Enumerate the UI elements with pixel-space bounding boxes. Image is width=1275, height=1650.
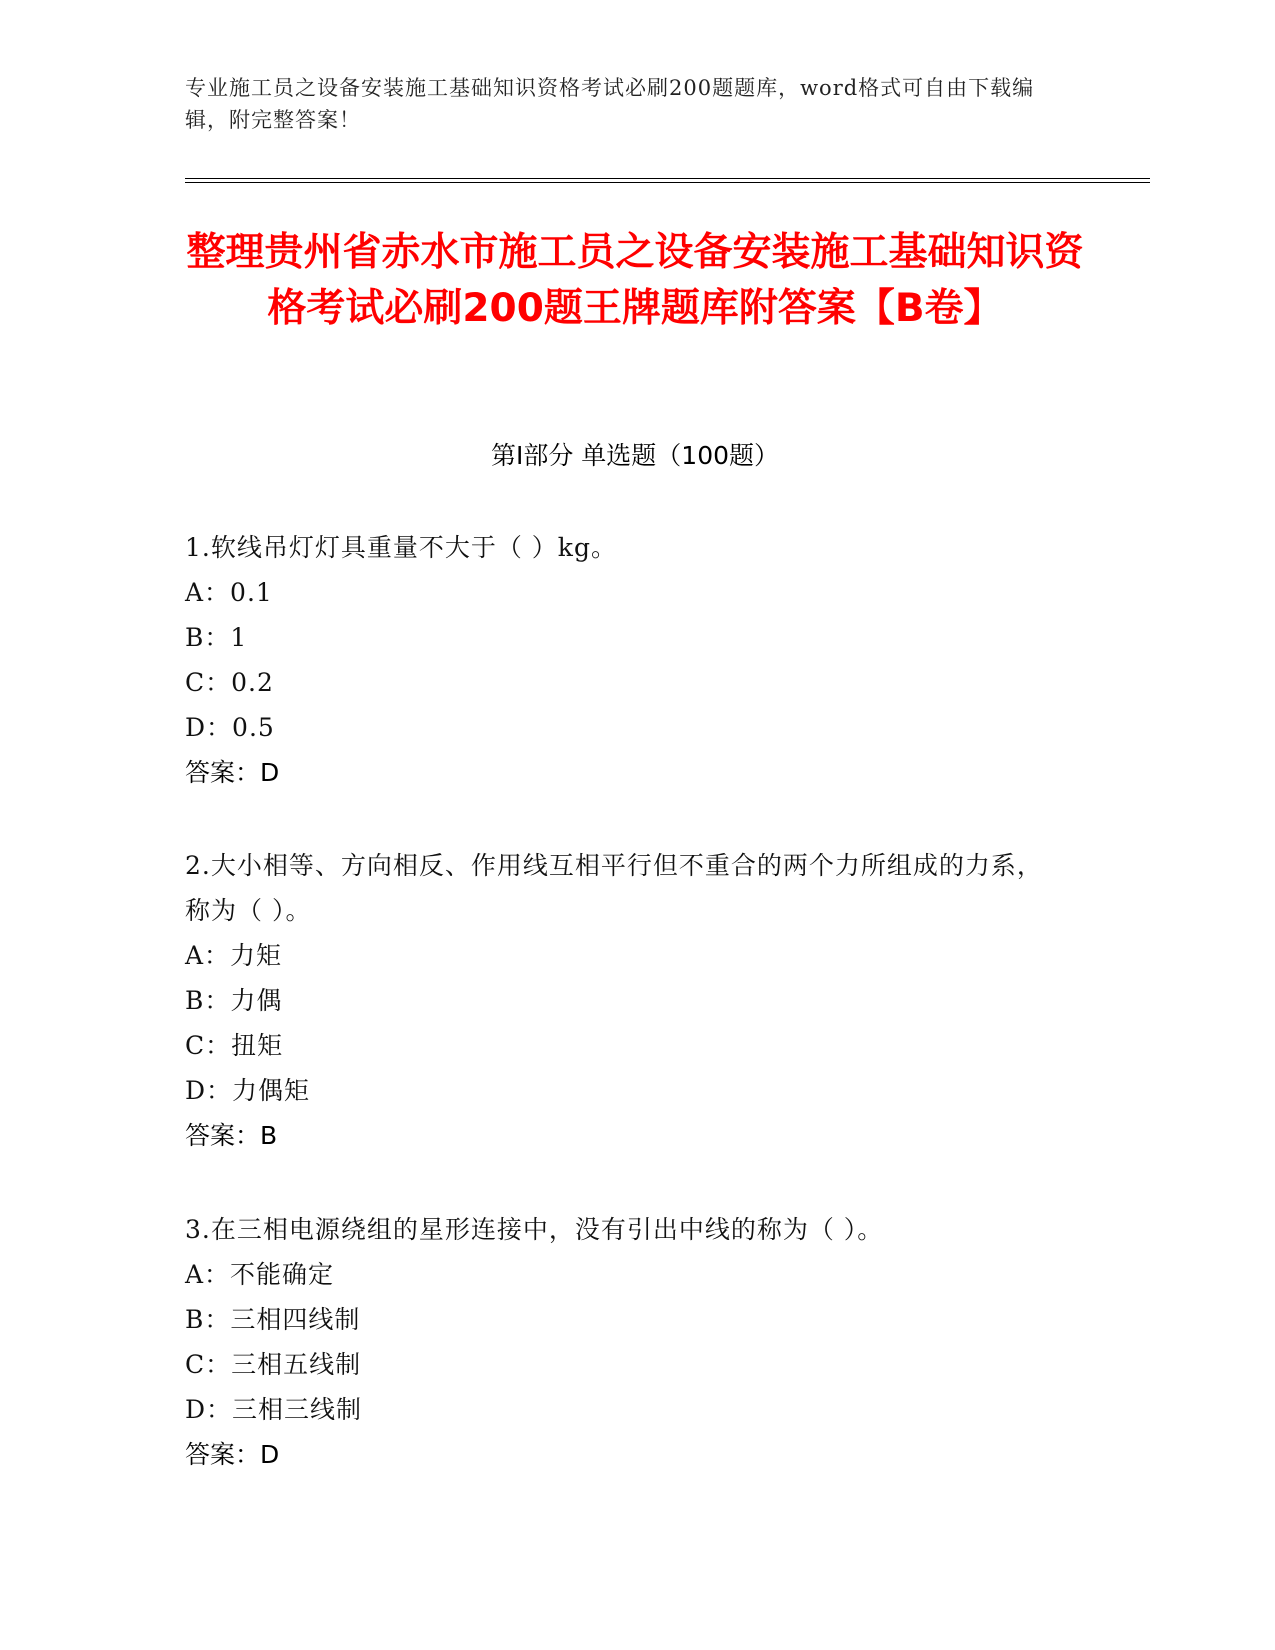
option-a: A：力矩: [185, 941, 283, 970]
question-stem: 1.软线吊灯灯具重量不大于（ ）kg。: [185, 533, 617, 562]
header-rule-bottom: [185, 182, 1150, 183]
option-c: C：三相五线制: [185, 1350, 362, 1379]
question-1: [185, 525, 1085, 795]
option-c: C：扭矩: [185, 1031, 284, 1060]
option-b: B：1: [185, 623, 248, 652]
header-note: 专业施工员之设备安装施工基础知识资格考试必刷200题题库，word格式可自由下载编辑，附完整答案！: [185, 76, 1035, 132]
option-b: B：三相四线制: [185, 1305, 361, 1334]
answer: 答案：D: [185, 1440, 280, 1469]
document-title: 整理贵州省赤水市施工员之设备安装施工基础知识资格考试必刷200题王牌题库附答案【B卷】: [186, 230, 1084, 331]
question-stem: 2.大小相等、方向相反、作用线互相平行但不重合的两个力所组成的力系，称为（ ）。: [185, 851, 1043, 925]
section-title: 第Ⅰ部分 单选题（100题）: [490, 441, 780, 470]
header-rule-top: [185, 178, 1150, 179]
option-b: B：力偶: [185, 986, 283, 1015]
option-a: A：不能确定: [185, 1260, 335, 1289]
answer: 答案：B: [185, 1121, 278, 1150]
option-a: A：0.1: [185, 578, 273, 607]
option-d: D：力偶矩: [185, 1076, 311, 1105]
option-d: D：三相三线制: [185, 1395, 363, 1424]
option-c: C：0.2: [185, 668, 274, 697]
question-2: [185, 843, 1085, 1158]
answer: 答案：D: [185, 758, 280, 787]
question-stem: 3.在三相电源绕组的星形连接中，没有引出中线的称为（ ）。: [185, 1215, 884, 1244]
option-d: D：0.5: [185, 713, 275, 742]
question-3: [185, 1207, 1085, 1477]
